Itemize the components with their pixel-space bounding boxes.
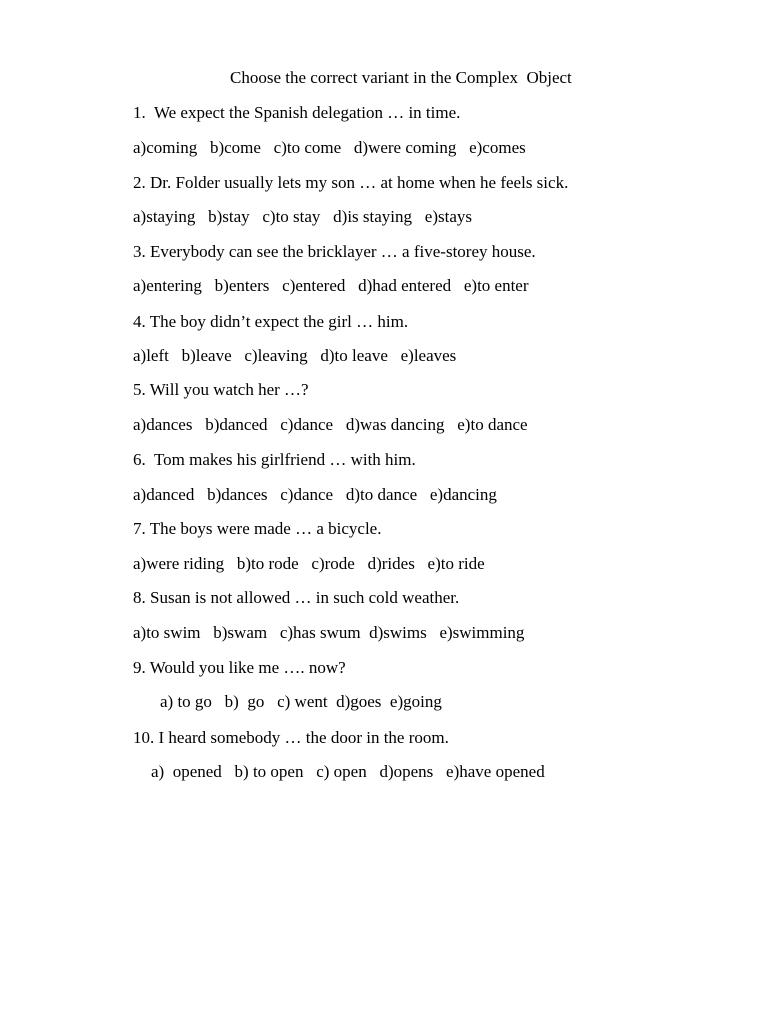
question-2: 2. Dr. Folder usually lets my son … at home when he feels sick. xyxy=(133,173,569,192)
options-1: a)coming b)come c)to come d)were coming e)comes xyxy=(133,138,526,157)
question-8: 8. Susan is not allowed … in such cold weather. xyxy=(133,588,460,607)
options-7: a)were riding b)to rode c)rode d)rides e)to ride xyxy=(133,554,485,573)
question-3: 3. Everybody can see the bricklayer … a five-storey house. xyxy=(133,242,536,261)
question-1: 1. We expect the Spanish delegation … in time. xyxy=(133,103,461,122)
options-9: a) to go b) go c) went d)goes e)going xyxy=(160,692,442,711)
options-5: a)dances b)danced c)dance d)was dancing e)to dance xyxy=(133,415,528,434)
question-10: 10. I heard somebody … the door in the room. xyxy=(133,728,449,747)
options-2: a)staying b)stay c)to stay d)is staying e)stays xyxy=(133,207,472,226)
page-title: Choose the correct variant in the Complex Object xyxy=(230,68,572,87)
question-7: 7. The boys were made … a bicycle. xyxy=(133,519,382,538)
options-4: a)left b)leave c)leaving d)to leave e)leaves xyxy=(133,346,457,365)
options-8: a)to swim b)swam c)has swum d)swims e)swimming xyxy=(133,623,525,642)
question-5: 5. Will you watch her …? xyxy=(133,380,309,399)
question-6: 6. Tom makes his girlfriend … with him. xyxy=(133,450,416,469)
options-6: a)danced b)dances c)dance d)to dance e)dancing xyxy=(133,485,497,504)
options-3: a)entering b)enters c)entered d)had entered e)to enter xyxy=(133,276,529,295)
options-10: a) opened b) to open c) open d)opens e)have opened xyxy=(151,762,545,781)
question-4: 4. The boy didn’t expect the girl … him. xyxy=(133,312,409,331)
question-9: 9. Would you like me …. now? xyxy=(133,658,346,677)
